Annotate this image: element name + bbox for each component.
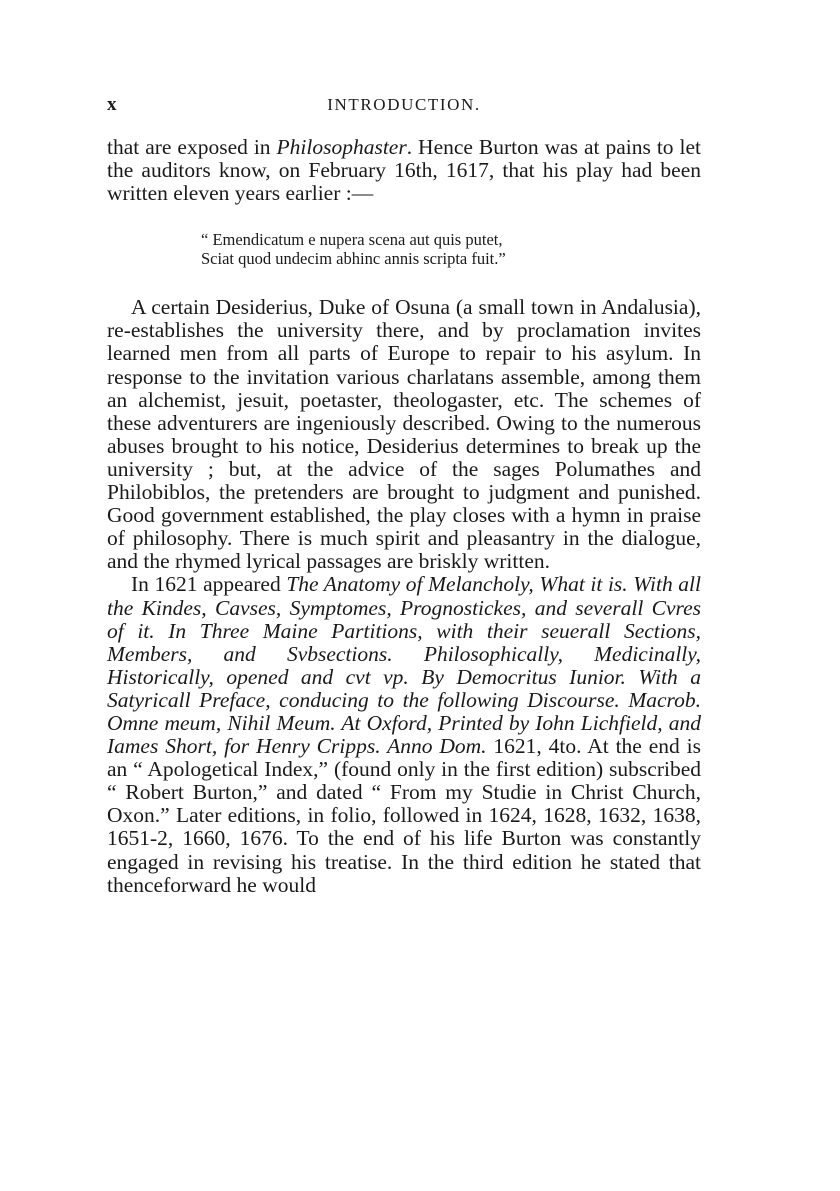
paragraph-2: A certain Desiderius, Duke of Osuna (a small town in Andalusia), re-establishes the university there, and by proclamation invites learned men from all parts of Europe to repair to his asylum. In response to the invitation various charlatans assemble, among them an alchemist, jesuit, poetaster, theologaster, etc. The schemes of these adventurers are ingeniously described. Owing to the numerous abuses brought to his notice, Desiderius determines to break up the university ; but, at the advice of the sages Polumathes and Philobiblos, the pretenders are brought to judgment and punished. Good government established, the play closes with a hymn in praise of philosophy. There is much spirit and pleasantry in the dialogue, and the rhymed lyrical passages are briskly written.	[107, 295, 701, 574]
verse-line-2: Sciat quod undecim abhinc annis scripta fuit.”	[201, 249, 506, 269]
page-number: x	[107, 94, 117, 115]
book-title: The Anatomy of Melancholy, What it is. With all the Kindes, Cavses, Symptomes, Prognostickes, and severall Cvres of it. In Three Maine Partitions, with their seuerall Sections, Members, and Svbsections. Philosophically, Medicinally, Historically, opened and cvt vp. By Democritus Iunior. With a Satyricall Preface, conducing to the following Discourse. Macrob. Omne meum, Nihil Meum. At Oxford, Printed by Iohn Lichfield, and Iames Short, for Henry Cripps. Anno Dom.	[107, 572, 701, 759]
play-title: Philosophaster	[276, 135, 407, 159]
page-body	[107, 136, 701, 897]
running-title: INTRODUCTION.	[327, 95, 481, 114]
paragraph-3-text-b: 1621, 4to. At the end is an “ Apologetical Index,” (found only in the first edition) subscribed “ Robert Burton,” and dated “ From my Studie in Christ Church, Oxon.” Later editions, in folio, followed in 1624, 1628, 1632, 1638, 1651-2, 1660, 1676. To the end of his life Burton was constantly engaged in revising his treatise. In the third edition he stated that thenceforward he would	[107, 734, 701, 897]
verse-line-1: “ Emendicatum e nupera scena aut quis putet,	[201, 230, 503, 250]
paragraph-3-text-a: In 1621 appeared	[131, 572, 287, 597]
paragraph-1-text-a: that are exposed in	[107, 135, 277, 159]
verse-quotation	[201, 230, 701, 268]
page-header	[107, 94, 701, 120]
paragraph-1-text-b: . Hence Burton was at pains to let the auditors know, on February 16th, 1617, that his play had been written eleven years earlier :—	[107, 135, 701, 206]
paragraph-1	[107, 136, 701, 205]
paragraph-3	[107, 573, 701, 896]
